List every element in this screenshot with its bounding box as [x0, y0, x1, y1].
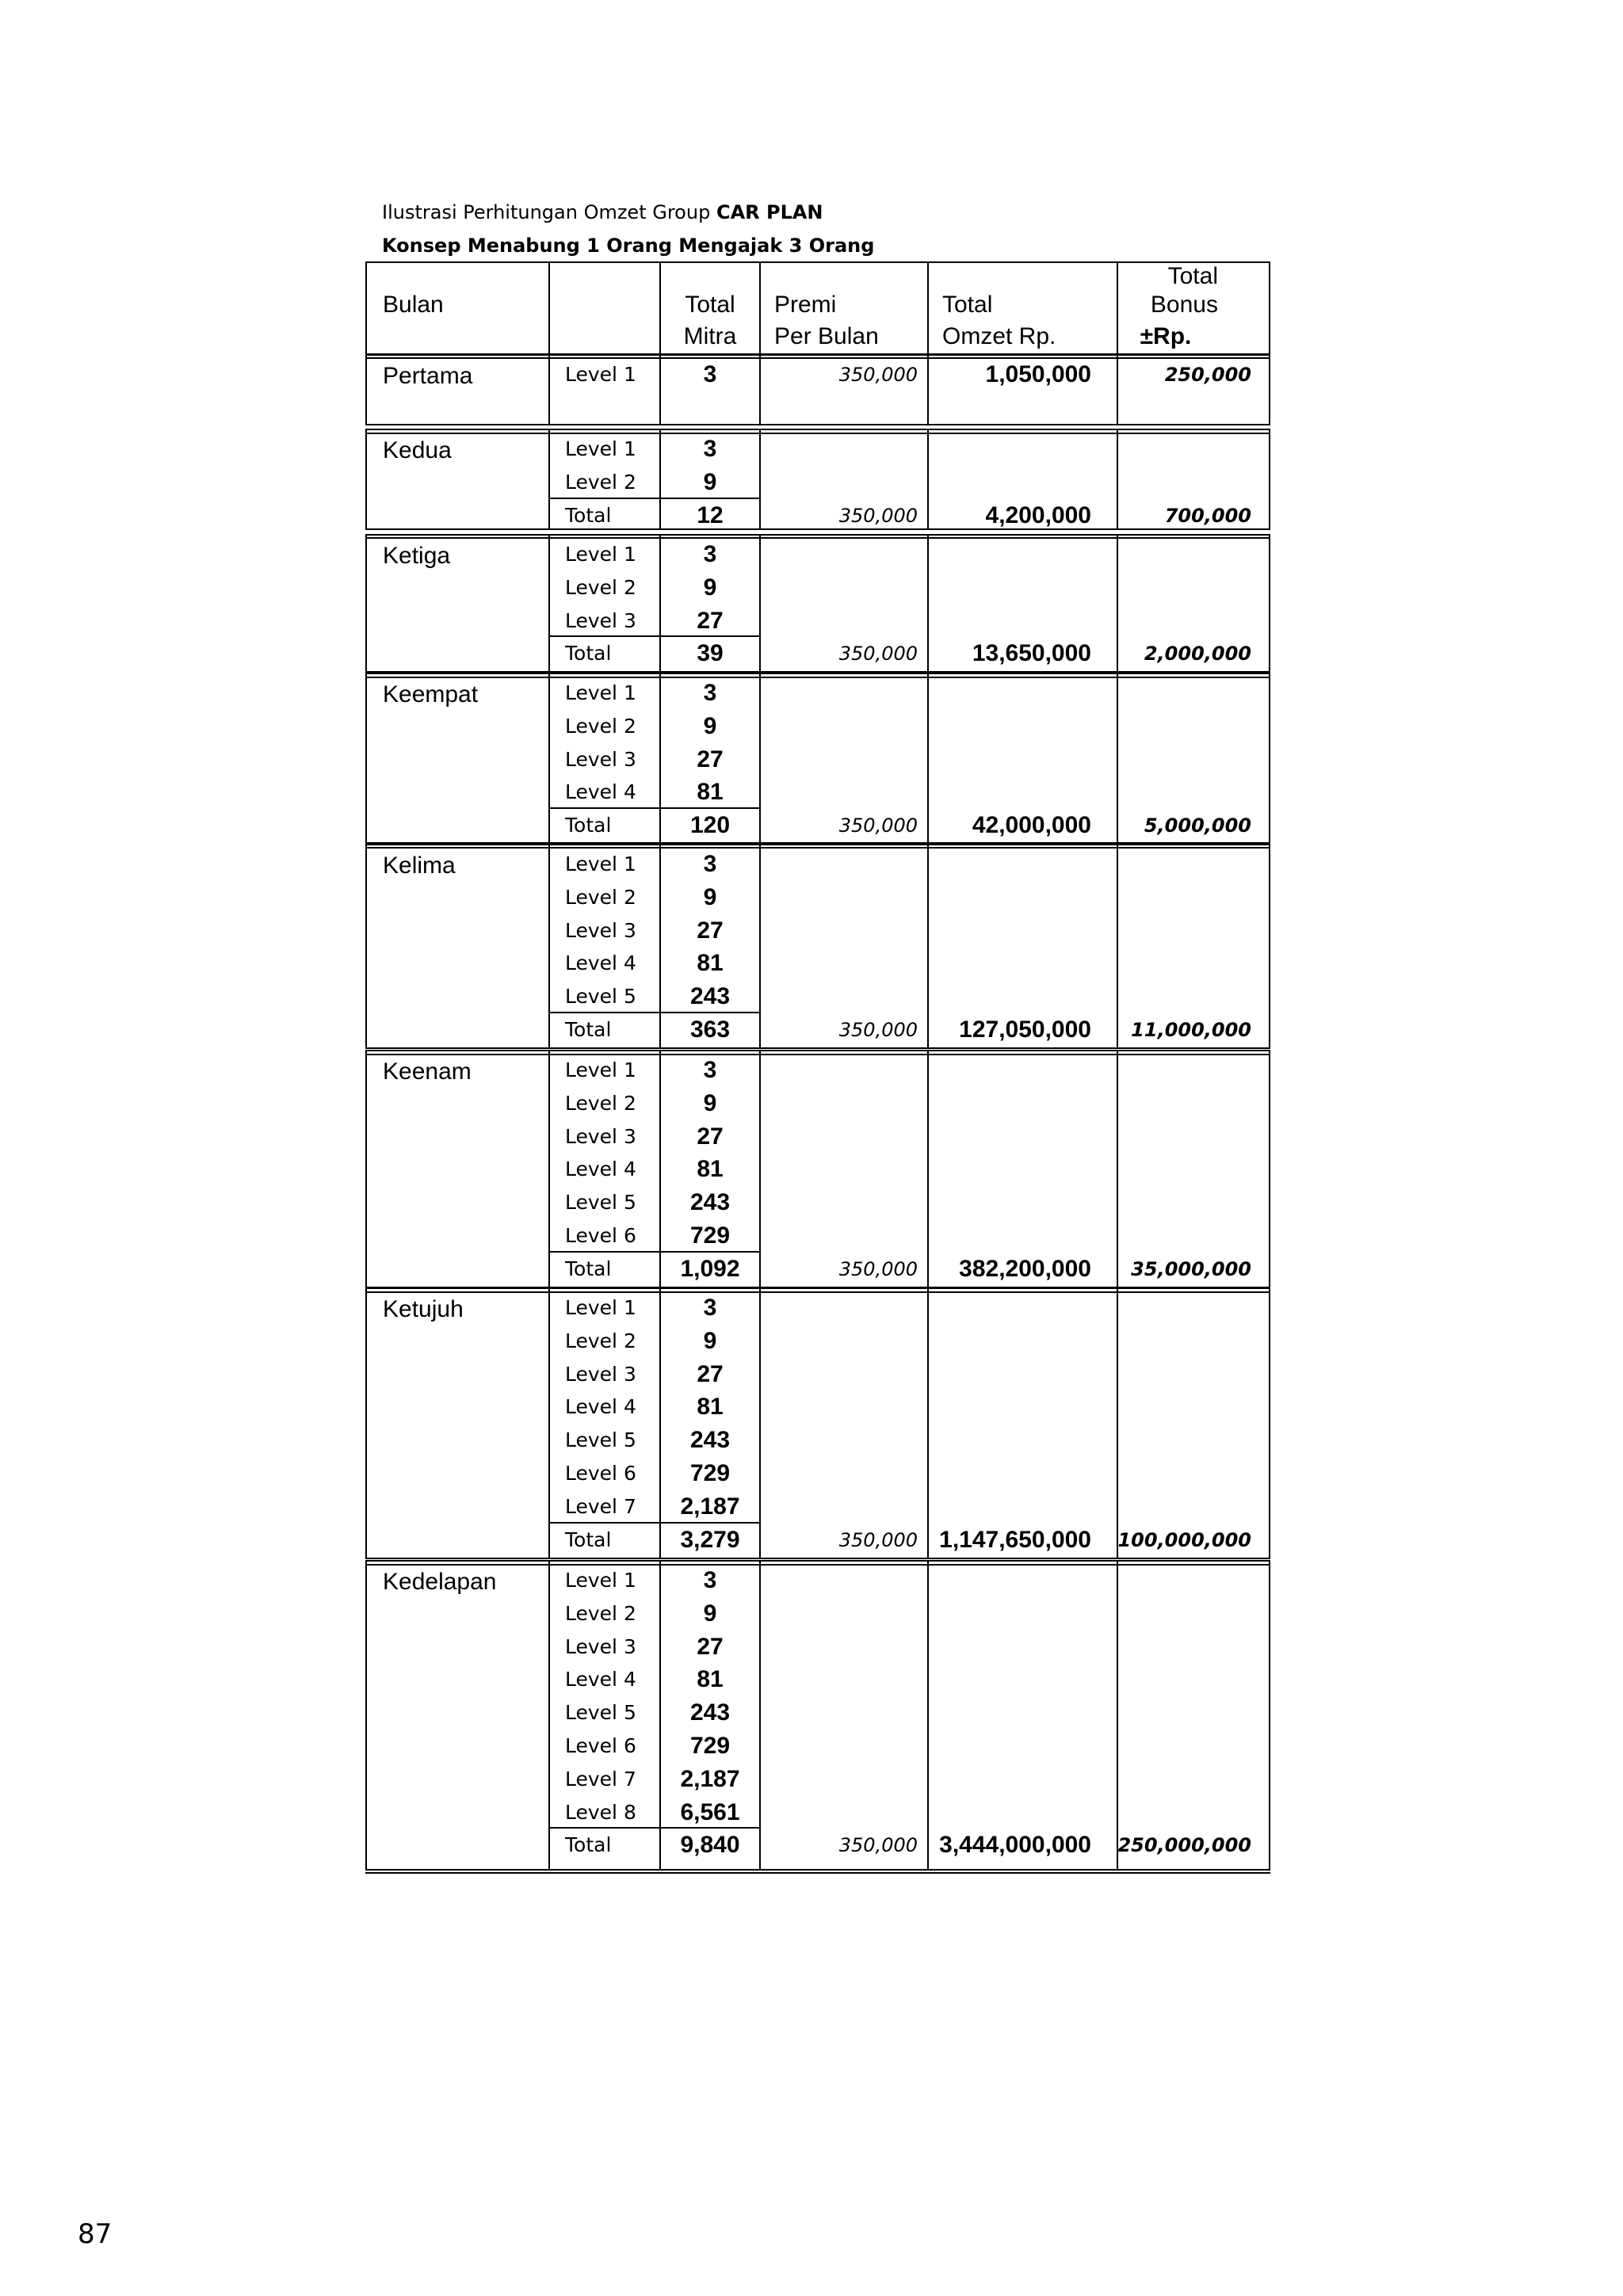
- total-label: Total: [565, 503, 612, 527]
- double-rule: [365, 1291, 1270, 1293]
- level-mitra: 3: [703, 436, 717, 462]
- month-label: Kedua: [383, 437, 452, 463]
- level-label: Level 4: [565, 1395, 636, 1419]
- level-label: Level 6: [565, 1734, 636, 1757]
- level-label: Level 3: [565, 608, 636, 632]
- level-label: Level 5: [565, 1428, 636, 1452]
- level-mitra: 9: [703, 1089, 717, 1116]
- level-mitra: 243: [689, 1699, 731, 1726]
- level-label: Level 5: [565, 1191, 636, 1215]
- month-group: [365, 1287, 1270, 1559]
- level-mitra: 6,561: [680, 1798, 740, 1825]
- level-mitra: 3: [703, 1567, 717, 1593]
- level-mitra: 27: [697, 607, 724, 634]
- level-mitra: 27: [697, 917, 724, 944]
- level-mitra: 81: [697, 1394, 724, 1421]
- level-label: Level 1: [565, 363, 636, 386]
- double-rule: [365, 677, 1270, 678]
- omzet-value: 4,200,000: [985, 502, 1091, 528]
- level-mitra: 9: [703, 574, 717, 601]
- level-mitra: 729: [689, 1222, 731, 1249]
- level-mitra: 729: [689, 1733, 731, 1759]
- title-plan-name: CAR PLAN: [716, 201, 823, 223]
- month-label: Kedelapan: [383, 1569, 497, 1595]
- level-label: Level 4: [565, 1158, 636, 1181]
- double-rule: [365, 847, 1270, 849]
- month-group: [365, 673, 1270, 844]
- level-label: Level 3: [565, 1362, 636, 1386]
- omzet-value: 127,050,000: [959, 1016, 1091, 1043]
- bonus-value: 5,000,000: [1144, 814, 1251, 837]
- header-mitra-1: Total: [685, 292, 735, 318]
- omzet-value: 382,200,000: [959, 1255, 1091, 1282]
- level-mitra: 81: [697, 779, 724, 806]
- bonus-value: 11,000,000: [1131, 1019, 1251, 1041]
- level-label: Level 1: [565, 681, 636, 704]
- omzet-value: 1,050,000: [985, 361, 1091, 387]
- level-label: Level 2: [565, 575, 636, 599]
- month-label: Ketiga: [383, 543, 451, 569]
- double-rule: [365, 1564, 1270, 1566]
- header-bonus-1: Total: [1167, 263, 1218, 289]
- level-label: Level 4: [565, 952, 636, 975]
- level-label: Level 1: [565, 1296, 636, 1319]
- month-label: Keempat: [383, 681, 479, 707]
- level-label: Level 2: [565, 1329, 636, 1352]
- month-group: [365, 1050, 1270, 1288]
- month-group: [365, 429, 1270, 530]
- level-mitra: 243: [689, 1427, 731, 1454]
- total-mitra: 3,279: [680, 1526, 740, 1553]
- bonus-value: 700,000: [1164, 504, 1251, 527]
- level-mitra: 3: [703, 361, 717, 387]
- level-mitra: 3: [703, 680, 717, 706]
- header-bonus-2: Bonus: [1150, 292, 1218, 318]
- level-mitra: 27: [697, 1123, 724, 1150]
- total-label: Total: [565, 1833, 612, 1857]
- level-label: Level 3: [565, 747, 636, 771]
- premi-value: 350,000: [838, 643, 918, 666]
- level-label: Level 3: [565, 918, 636, 942]
- total-label: Total: [565, 1527, 612, 1551]
- bonus-value: 250,000,000: [1117, 1834, 1251, 1857]
- level-label: Level 2: [565, 885, 636, 909]
- level-mitra: 2,187: [680, 1493, 740, 1520]
- level-mitra: 243: [689, 1189, 731, 1216]
- level-label: Level 5: [565, 985, 636, 1009]
- level-mitra: 9: [703, 468, 717, 495]
- header-omzet-2: Omzet Rp.: [942, 323, 1056, 349]
- level-mitra: 9: [703, 712, 717, 739]
- level-label: Level 6: [565, 1224, 636, 1247]
- header-bonus-3: ±Rp.: [1140, 323, 1192, 349]
- level-label: Level 5: [565, 1701, 636, 1725]
- total-mitra: 1,092: [680, 1255, 740, 1282]
- total-label: Total: [565, 814, 612, 837]
- total-mitra: 120: [689, 812, 731, 839]
- premi-value: 350,000: [838, 1528, 918, 1551]
- double-rule: [365, 357, 1270, 359]
- double-rule: [365, 537, 1270, 539]
- level-mitra: 9: [703, 1327, 717, 1354]
- level-label: Level 2: [565, 470, 636, 494]
- header-bulan: Bulan: [383, 292, 444, 318]
- level-label: Level 8: [565, 1800, 636, 1824]
- bonus-value: 2,000,000: [1144, 643, 1251, 666]
- premi-value: 350,000: [838, 504, 918, 527]
- level-mitra: 3: [703, 1295, 717, 1321]
- omzet-value: 1,147,650,000: [939, 1526, 1091, 1553]
- header-mitra-2: Mitra: [683, 323, 737, 349]
- premi-value: 350,000: [838, 814, 918, 837]
- month-group: [365, 844, 1270, 1049]
- document-subtitle: Konsep Menabung 1 Orang Mengajak 3 Orang: [382, 235, 875, 257]
- total-mitra: 39: [697, 640, 724, 667]
- header-omzet-1: Total: [942, 292, 993, 318]
- page-number: 87: [78, 2218, 113, 2250]
- level-mitra: 3: [703, 851, 717, 877]
- level-label: Level 4: [565, 780, 636, 804]
- level-label: Level 1: [565, 852, 636, 875]
- premi-value: 350,000: [838, 1019, 918, 1041]
- header-premi-2: Per Bulan: [774, 323, 879, 349]
- level-mitra: 81: [697, 950, 724, 977]
- level-label: Level 2: [565, 1091, 636, 1115]
- header-premi-1: Premi: [774, 292, 837, 318]
- title-prefix: Ilustrasi Perhitungan Omzet Group: [382, 201, 711, 223]
- level-mitra: 81: [697, 1666, 724, 1693]
- level-mitra: 9: [703, 1600, 717, 1627]
- level-label: Level 6: [565, 1462, 636, 1485]
- level-label: Level 1: [565, 1058, 636, 1081]
- level-label: Level 4: [565, 1668, 636, 1691]
- total-label: Total: [565, 642, 612, 666]
- level-mitra: 9: [703, 883, 717, 910]
- total-label: Total: [565, 1257, 612, 1280]
- premi-value: 350,000: [838, 1834, 918, 1857]
- total-label: Total: [565, 1018, 612, 1041]
- double-rule: [365, 433, 1270, 434]
- month-group: [365, 1560, 1270, 1871]
- bonus-value: 35,000,000: [1131, 1257, 1251, 1280]
- omzet-value: 13,650,000: [972, 640, 1091, 667]
- month-label: Pertama: [383, 363, 473, 389]
- omzet-value: 3,444,000,000: [939, 1832, 1091, 1859]
- month-group: [365, 354, 1270, 425]
- table-header: [365, 261, 1270, 355]
- premi-value: 350,000: [838, 364, 918, 386]
- month-label: Keenam: [383, 1058, 472, 1085]
- level-label: Level 1: [565, 437, 636, 460]
- total-mitra: 363: [689, 1016, 731, 1043]
- level-label: Level 7: [565, 1767, 636, 1791]
- month-label: Ketujuh: [383, 1296, 464, 1322]
- premi-value: 350,000: [838, 1257, 918, 1280]
- level-label: Level 3: [565, 1634, 636, 1658]
- double-rule: [365, 1054, 1270, 1055]
- month-group: [365, 534, 1270, 673]
- level-label: Level 2: [565, 714, 636, 738]
- month-label: Kelima: [383, 852, 456, 879]
- level-mitra: 3: [703, 1057, 717, 1083]
- total-mitra: 9,840: [680, 1832, 740, 1859]
- level-label: Level 1: [565, 543, 636, 566]
- double-rule: [365, 1872, 1270, 1874]
- level-mitra: 2,187: [680, 1765, 740, 1792]
- level-mitra: 729: [689, 1460, 731, 1486]
- level-mitra: 27: [697, 1360, 724, 1387]
- bonus-value: 100,000,000: [1117, 1528, 1251, 1551]
- level-label: Level 2: [565, 1601, 636, 1625]
- level-mitra: 243: [689, 983, 731, 1010]
- level-label: Level 7: [565, 1494, 636, 1518]
- level-mitra: 27: [697, 1633, 724, 1660]
- level-label: Level 3: [565, 1124, 636, 1148]
- level-mitra: 27: [697, 746, 724, 772]
- bonus-value: 250,000: [1164, 364, 1251, 386]
- level-mitra: 3: [703, 541, 717, 567]
- total-mitra: 12: [697, 502, 724, 528]
- level-label: Level 1: [565, 1569, 636, 1592]
- document-title: [382, 200, 1016, 224]
- omzet-value: 42,000,000: [972, 812, 1091, 839]
- level-mitra: 81: [697, 1156, 724, 1183]
